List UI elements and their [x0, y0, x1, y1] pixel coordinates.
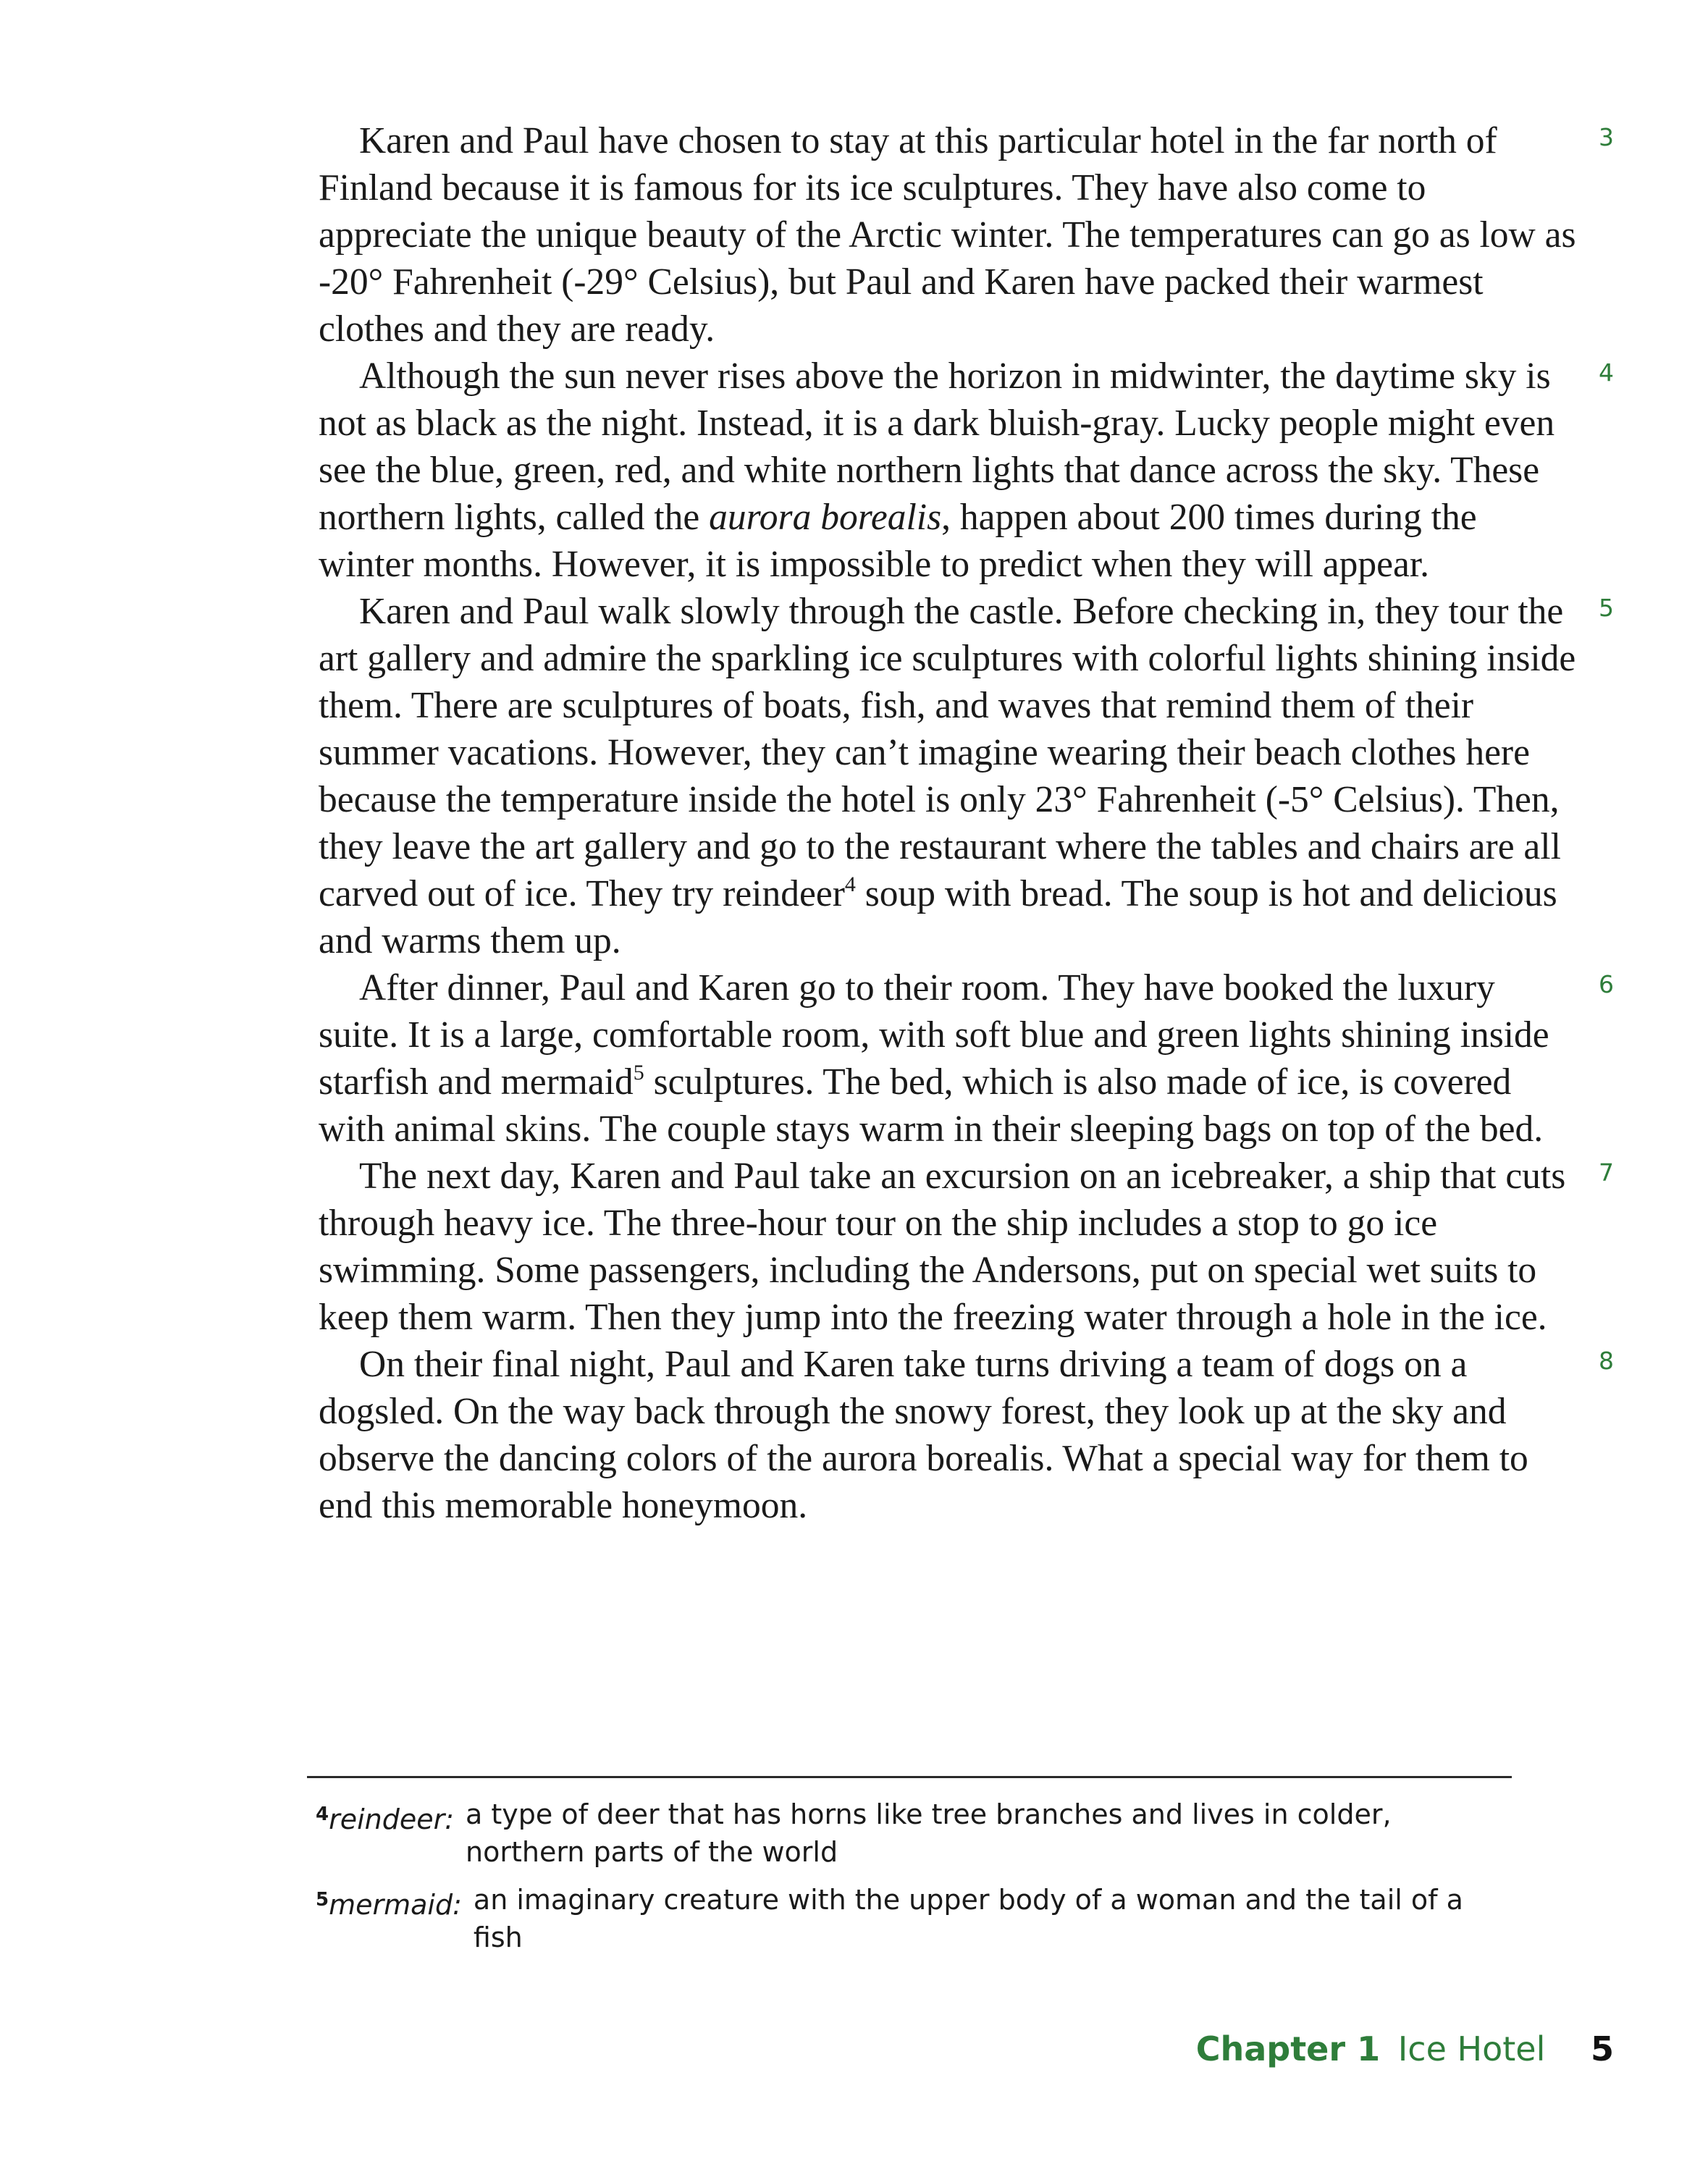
paragraph-5 — [319, 588, 1614, 964]
paragraph-text-continued: soup with bread. The soup is hot and delicious and warms them up. — [319, 873, 1557, 961]
paragraph-number: 6 — [1599, 970, 1614, 998]
footnote-divider — [307, 1776, 1512, 1778]
paragraph-number: 8 — [1599, 1347, 1614, 1375]
running-footer — [1196, 2027, 1614, 2071]
paragraph-3 — [319, 117, 1614, 353]
paragraph-text: Karen and Paul have chosen to stay at this particular hotel in the far north of Finland because it is famous for its ice sculptures. They have also come to appreciate the unique beauty of the Arctic winter. The temperatures can go as low as -20° Fahrenheit (-29° Celsius), but Paul and Karen have packed their warmest clothes and they are ready. — [319, 120, 1576, 350]
page-number: 5 — [1590, 2029, 1614, 2068]
paragraph-number: 5 — [1599, 594, 1614, 622]
footnote-term — [316, 1881, 474, 1956]
paragraph-text: Although the sun never rises above the horizon in midwinter, the daytime sky is not as black as the night. Instead, it is a dark bluish-gray. Lucky people might even see the blue, green, red, and white northern lights that dance across the sky. These northern lights, called the — [319, 355, 1555, 538]
footnote-number: 5 — [316, 1889, 329, 1911]
footnote-definition: an imaginary creature with the upper body of a woman and the tail of a fish — [473, 1884, 1463, 1953]
footnotes-section — [316, 1796, 1489, 1966]
paragraph-number: 4 — [1599, 358, 1614, 387]
footnote-definition: a type of deer that has horns like tree branches and lives in colder, northern parts of the world — [466, 1798, 1392, 1868]
footnote-word: reindeer: — [329, 1803, 455, 1835]
footnote-number: 4 — [316, 1803, 329, 1825]
footnote-item — [316, 1881, 1489, 1956]
chapter-title: Ice Hotel — [1397, 2029, 1546, 2068]
paragraph-4 — [319, 353, 1614, 588]
paragraph-text: The next day, Karen and Paul take an excursion on an icebreaker, a ship that cuts through heavy ice. The three-hour tour on the ship includes a stop to go ice swimming. Some passengers, including the Andersons, put on special wet suits to keep them warm. Then they jump into the freezing water through a hole in the ice. — [319, 1156, 1566, 1338]
chapter-label: Chapter 1 — [1195, 2029, 1381, 2068]
footnote-reference[interactable]: 4 — [844, 872, 856, 896]
footnote-reference[interactable]: 5 — [633, 1061, 644, 1085]
paragraph-8 — [319, 1341, 1614, 1529]
paragraph-number: 3 — [1599, 123, 1614, 151]
paragraph-text: Karen and Paul walk slowly through the castle. Before checking in, they tour the art gallery and admire the sparkling ice sculptures with colorful lights shining inside them. There are sculptures of boats, fish, and waves that remind them of their summer vacations. However, they can’t imagine wearing their beach clothes here because the temperature inside the hotel is only 23° Fahrenheit (-5° Celsius). Then, they leave the art gallery and go to the restaurant where the tables and chairs are all carved out of ice. They try reindeer — [319, 591, 1576, 914]
paragraph-7 — [319, 1153, 1614, 1341]
paragraph-number: 7 — [1599, 1158, 1614, 1187]
reading-passage — [319, 117, 1614, 1529]
paragraph-text-continued: sculptures. The bed, which is also made of ice, is covered with animal skins. The couple stays warm in their sleeping bags on top of the bed. — [319, 1061, 1544, 1150]
paragraph-6 — [319, 964, 1614, 1153]
italic-term: aurora borealis — [709, 497, 942, 538]
footnote-item — [316, 1796, 1489, 1871]
footnote-term — [316, 1796, 466, 1871]
paragraph-text: On their final night, Paul and Karen take turns driving a team of dogs on a dogsled. On the way back through the snowy forest, they look up at the sky and observe the dancing colors of the aurora borealis. What a special way for them to end this memorable honeymoon. — [319, 1344, 1528, 1526]
footnote-word: mermaid: — [329, 1889, 462, 1921]
paragraph-text: After dinner, Paul and Karen go to their room. They have booked the luxury suite. It is a large, comfortable room, with soft blue and green lights shining inside starfish and mermaid — [319, 967, 1549, 1103]
paragraph-text-continued: , happen about 200 times during the winter months. However, it is impossible to predict when they will appear. — [319, 497, 1477, 585]
